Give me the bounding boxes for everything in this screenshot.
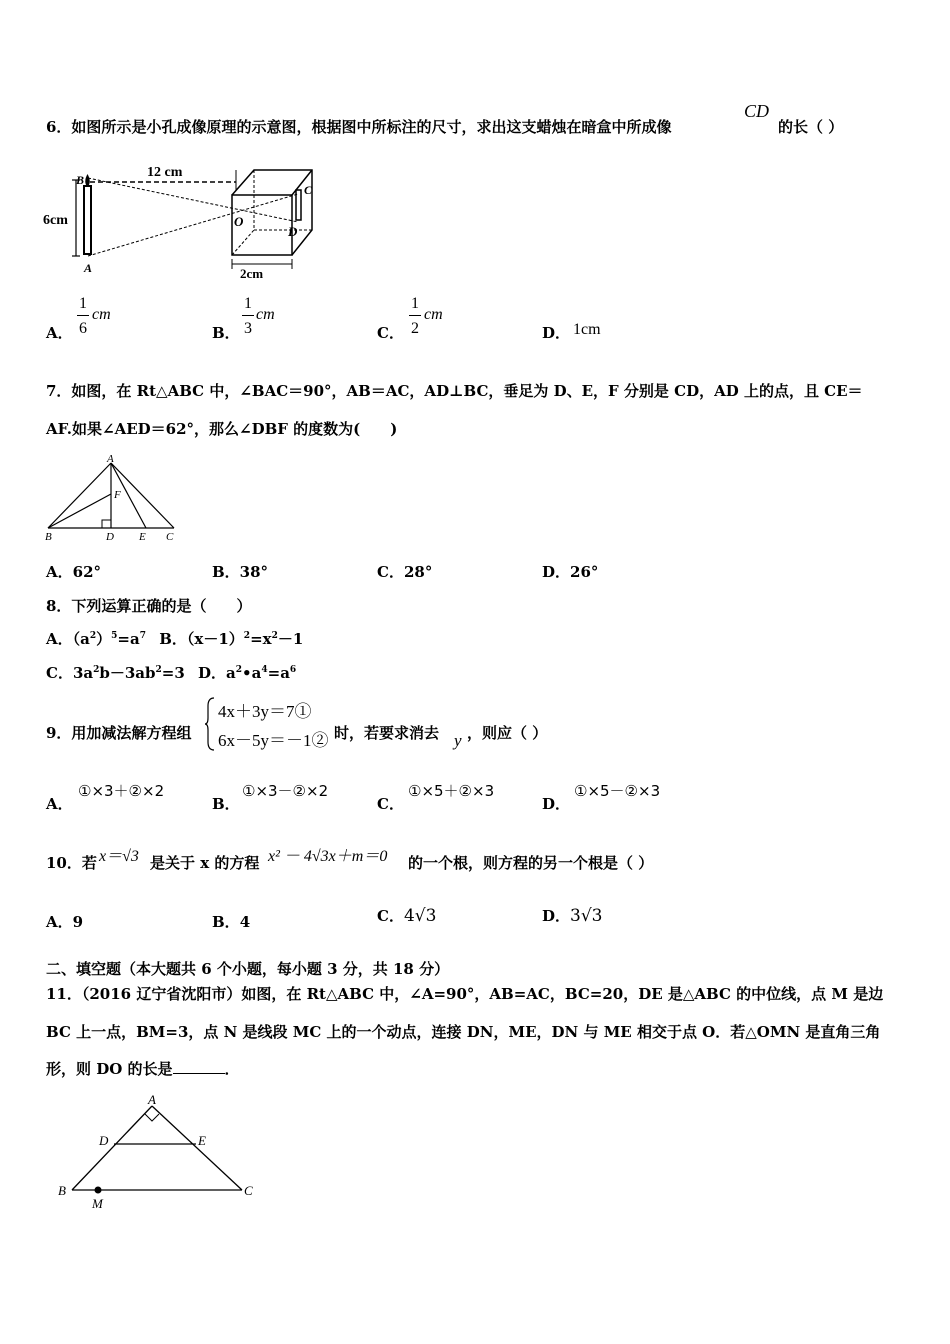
q7-point-F: F	[114, 489, 121, 501]
q6-pinhole-figure	[40, 160, 330, 280]
q6-text: 6．如图所示是小孔成像原理的示意图，根据图中所标注的尺寸，求出这支蜡烛在暗盒中所成像	[46, 118, 672, 136]
q7-option-a: A．62°	[46, 563, 102, 581]
q10-tail: 的一个根，则方程的另一个根是（ ）	[408, 854, 654, 872]
q6-option-b-unit: cm	[256, 306, 275, 323]
section-2-heading: 二、填空题（本大题共 6 个小题，每小题 3 分，共 18 分）	[46, 960, 450, 978]
q8-options-row1: A．$(a^2)^5=a^7$ B．$(x-1)^2=x^2-1$	[46, 630, 304, 648]
q11-point-A: A	[148, 1092, 156, 1107]
q6-option-a-unit: cm	[92, 306, 111, 323]
q6-point-D: D	[288, 224, 298, 239]
q6-option-b-bar	[242, 315, 254, 316]
q7-line1: 7．如图，在 Rt△ABC 中，∠BAC＝90°，AB＝AC，AD⊥BC，垂足为 D、E，F 分别是 CD，AD 上的点，且 CE＝	[46, 382, 863, 400]
q6-option-b-letter: B．	[212, 324, 240, 342]
q6-label-6cm: 6cm	[43, 213, 68, 228]
q9-prefix: 9．用加减法解方程组	[46, 724, 192, 742]
q11-line1: 11．（2016 辽宁省沈阳市）如图，在 Rt△ABC 中，∠A=90°，AB=AC，BC=20，DE 是△ABC 的中位线，点 M 是边	[46, 985, 884, 1003]
q9-option-b-expr: ①×3－②×2	[242, 782, 329, 800]
q6-point-A: A	[84, 261, 93, 275]
q9-tail: ，则应（ ）	[467, 724, 548, 742]
q10-equation: x² － 4√3x＋m＝0	[268, 848, 388, 865]
q11-point-M: M	[92, 1196, 103, 1211]
q7-point-E: E	[139, 531, 146, 543]
q7-option-c: C．28°	[377, 563, 433, 581]
q9-equation-2: 6x－5y＝－1②	[218, 731, 329, 750]
q7-line2: AF.如果∠AED＝62°，那么∠DBF 的度数为( )	[46, 420, 398, 438]
q6-label-12cm: 12 cm	[147, 165, 183, 180]
q9-option-c-expr: ①×5＋②×3	[408, 782, 495, 800]
q11-point-B: B	[58, 1183, 66, 1198]
q10-prefix: 10．若	[46, 854, 97, 872]
q9-brace	[204, 696, 216, 752]
q6-option-c-den: 2	[411, 320, 419, 337]
q7-option-d: D．26°	[542, 563, 599, 581]
q8-title: 8．下列运算正确的是（ ）	[46, 597, 252, 615]
q6-option-a-num: 1	[79, 295, 87, 312]
q10-option-b: B．4	[212, 913, 251, 931]
q6-point-B: B	[76, 173, 85, 187]
q6-option-d-value: 1cm	[573, 321, 601, 338]
q9-option-a-expr: ①×3＋②×2	[78, 782, 165, 800]
q11-line2: BC 上一点，BM=3，点 N 是线段 MC 上的一个动点，连接 DN，ME，DN 与 ME 相交于点 O．若△OMN 是直角三角	[46, 1023, 881, 1041]
q6-option-c-unit: cm	[424, 306, 443, 323]
q9-option-d-letter: D．	[542, 795, 571, 813]
q9-option-c-letter: C．	[377, 795, 404, 813]
q6-label-2cm: 2cm	[240, 266, 264, 280]
q6-option-b-den: 3	[244, 320, 252, 337]
q6-option-a-den: 6	[79, 320, 87, 337]
q7-point-C: C	[166, 531, 174, 543]
q9-mid: 时，若要求消去	[334, 724, 440, 742]
q11-point-C: C	[244, 1183, 253, 1198]
q7-point-B: B	[45, 531, 52, 543]
q6-option-b-num: 1	[244, 295, 252, 312]
q8-options-row2: C．$3a^2b-3ab^2=3$ D．$a^2•a^4=a^6$	[46, 664, 297, 682]
q11-answer-blank[interactable]	[173, 1061, 225, 1074]
q6-option-c-letter: C．	[377, 324, 404, 342]
q6-option-a-letter: A．	[46, 324, 73, 342]
q6-option-c-bar	[409, 315, 421, 316]
q6-tail: 的长（ ）	[778, 118, 844, 136]
q7-triangle-figure	[40, 452, 190, 544]
q7-point-A: A	[107, 453, 114, 465]
q6-option-c-num: 1	[411, 295, 419, 312]
q7-option-b: B．38°	[212, 563, 269, 581]
q9-equation-1: 4x＋3y＝7①	[218, 702, 312, 721]
q11-point-D: D	[99, 1133, 109, 1148]
q7-point-D: D	[106, 531, 114, 543]
q11-triangle-figure	[52, 1092, 264, 1212]
q6-point-C: C	[304, 183, 313, 197]
q10-option-c: C．4√3	[377, 906, 437, 926]
q9-var: y	[454, 731, 462, 750]
q10-mid: 是关于 x 的方程	[150, 854, 260, 872]
q6-point-O: O	[234, 214, 244, 229]
q9-option-d-expr: ①×5－②×3	[574, 782, 661, 800]
q9-option-a-letter: A．	[46, 795, 73, 813]
q6-cd-symbol: CD	[744, 101, 770, 121]
q10-root: x＝√3	[99, 848, 139, 865]
q11-line3: 形，则 DO 的长是 ．	[46, 1060, 240, 1078]
q6-option-a-bar	[77, 315, 89, 316]
q9-option-b-letter: B．	[212, 795, 240, 813]
q10-option-a: A．9	[46, 913, 84, 931]
q6-option-d-letter: D．	[542, 324, 571, 342]
q10-option-d: D．3√3	[542, 906, 603, 926]
q11-point-E: E	[198, 1133, 206, 1148]
